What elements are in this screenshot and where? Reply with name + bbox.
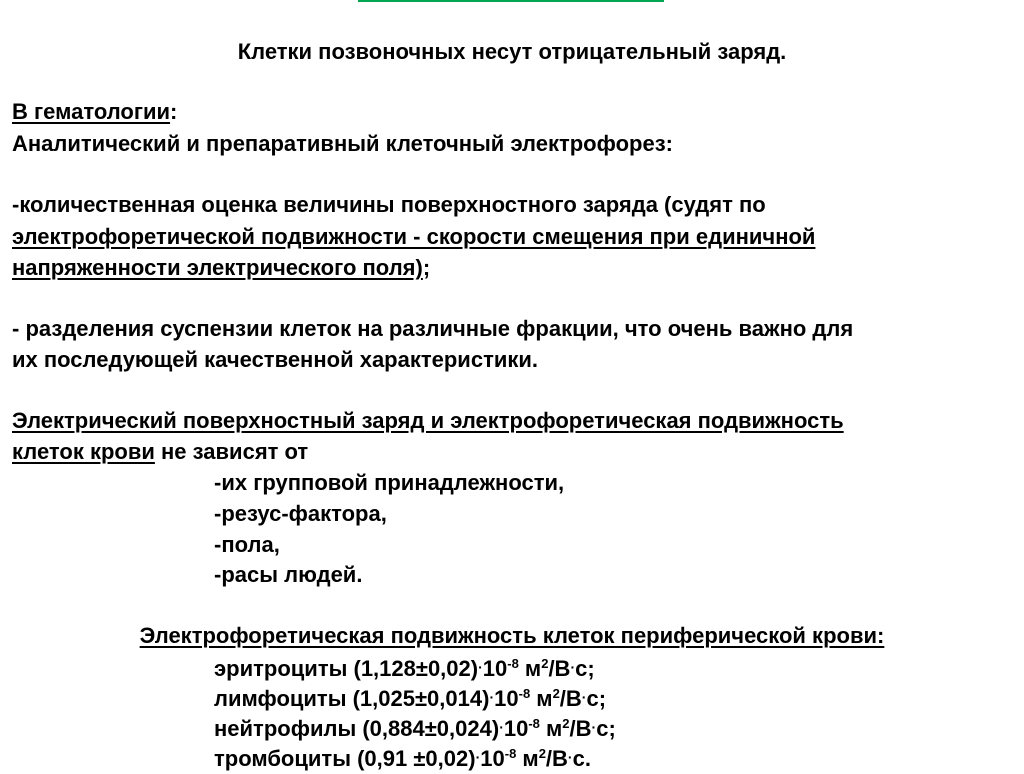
unit-m: м xyxy=(516,746,539,771)
mobility-heading-text: Электрофоретическая подвижность клеток периферической крови: xyxy=(139,623,885,648)
cell-value: лимфоциты (1,025±0,014) xyxy=(214,686,490,711)
mult-dot: · xyxy=(591,719,597,735)
slide-title xyxy=(0,37,1024,67)
point2-line1 xyxy=(12,314,853,344)
mult-dot: · xyxy=(570,659,576,675)
unit-m: м xyxy=(518,656,542,681)
slide-title-text: Клетки позвоночных несут отрицательный заряд. xyxy=(237,39,787,64)
point1-line3-text: напряженности электрического поля) xyxy=(12,255,423,280)
item-dash: - xyxy=(214,501,222,526)
unit-exponent: 2 xyxy=(552,686,560,701)
unit-m: м xyxy=(530,686,553,711)
power-exponent: -8 xyxy=(504,746,517,761)
hematology-heading-colon: : xyxy=(170,99,178,124)
power-exponent: -8 xyxy=(518,686,531,701)
unit-s: с; xyxy=(575,656,595,681)
item-dash: - xyxy=(214,562,222,587)
point1-line1-text: количественная оценка величины поверхностного заряда (судят по xyxy=(19,192,766,217)
point2-dash: - xyxy=(12,316,26,341)
point1-line3 xyxy=(12,253,430,283)
unit-v: /В xyxy=(545,746,568,771)
point1-line2 xyxy=(12,222,815,252)
mult-dot: · xyxy=(489,689,495,705)
electrophoresis-subheading xyxy=(12,129,673,159)
hematology-heading-text: В гематологии xyxy=(12,99,171,124)
unit-v: /В xyxy=(569,716,592,741)
blood-cells-text: клеток крови xyxy=(12,439,155,464)
item-text: расы людей. xyxy=(221,562,363,587)
power-exponent: -8 xyxy=(507,656,519,671)
item-text: резус-фактора, xyxy=(221,501,387,526)
unit-m: м xyxy=(539,716,563,741)
independence-line1 xyxy=(12,406,844,436)
unit-s: с; xyxy=(596,716,616,741)
point1-line1 xyxy=(12,190,766,220)
unit-exponent: 2 xyxy=(538,746,546,761)
mult-dot: · xyxy=(581,689,587,705)
unit-v: /В xyxy=(559,686,582,711)
mobility-row xyxy=(214,652,595,682)
power-exponent: -8 xyxy=(528,716,540,731)
independence-item xyxy=(214,499,387,529)
electrophoresis-subheading-text: Аналитический и препаративный клеточный электрофорез: xyxy=(12,131,673,156)
unit-exponent: 2 xyxy=(541,656,549,671)
unit-exponent: 2 xyxy=(562,716,570,731)
power-base: 10 xyxy=(494,686,519,711)
independence-item xyxy=(214,560,362,590)
point2-line2-text: их последующей качественной характеристики. xyxy=(12,347,539,372)
unit-v: /В xyxy=(548,656,571,681)
mobility-row xyxy=(214,682,606,712)
cell-value: тромбоциты (0,91 ±0,02) xyxy=(214,746,476,771)
item-text: их групповой принадлежности, xyxy=(221,470,565,495)
mult-dot: · xyxy=(478,659,483,675)
point2-line1-text: разделения суспензии клеток на различные фракции, что очень важно для xyxy=(25,316,854,341)
item-dash: - xyxy=(214,470,222,495)
mult-dot: · xyxy=(567,749,573,765)
independence-line2 xyxy=(12,437,308,467)
item-dash: - xyxy=(214,532,222,557)
not-depend-text: не зависят от xyxy=(154,439,309,464)
cell-value: нейтрофилы (0,884±0,024) xyxy=(214,716,500,741)
point2-line2 xyxy=(12,345,538,375)
point1-line3-end: ; xyxy=(422,255,431,280)
power-base: 10 xyxy=(482,656,508,681)
mobility-row xyxy=(214,712,616,742)
independence-item xyxy=(214,468,564,498)
power-base: 10 xyxy=(480,746,505,771)
mult-dot: · xyxy=(475,749,481,765)
point1-line2-text: электрофоретической подвижности - скорости смещения при единичной xyxy=(12,224,816,249)
point1-dash: - xyxy=(12,192,20,217)
item-text: пола, xyxy=(221,532,280,557)
mobility-heading xyxy=(0,621,1024,651)
unit-s: с; xyxy=(586,686,607,711)
mult-dot: · xyxy=(499,719,504,735)
top-accent-bar xyxy=(358,0,664,2)
unit-s: с. xyxy=(572,746,591,771)
independence-item xyxy=(214,530,280,560)
cell-value: эритроциты (1,128±0,02) xyxy=(214,656,479,681)
power-base: 10 xyxy=(503,716,529,741)
independence-line1-text: Электрический поверхностный заряд и электрофоретическая подвижность xyxy=(12,408,844,433)
hematology-heading xyxy=(12,97,177,127)
